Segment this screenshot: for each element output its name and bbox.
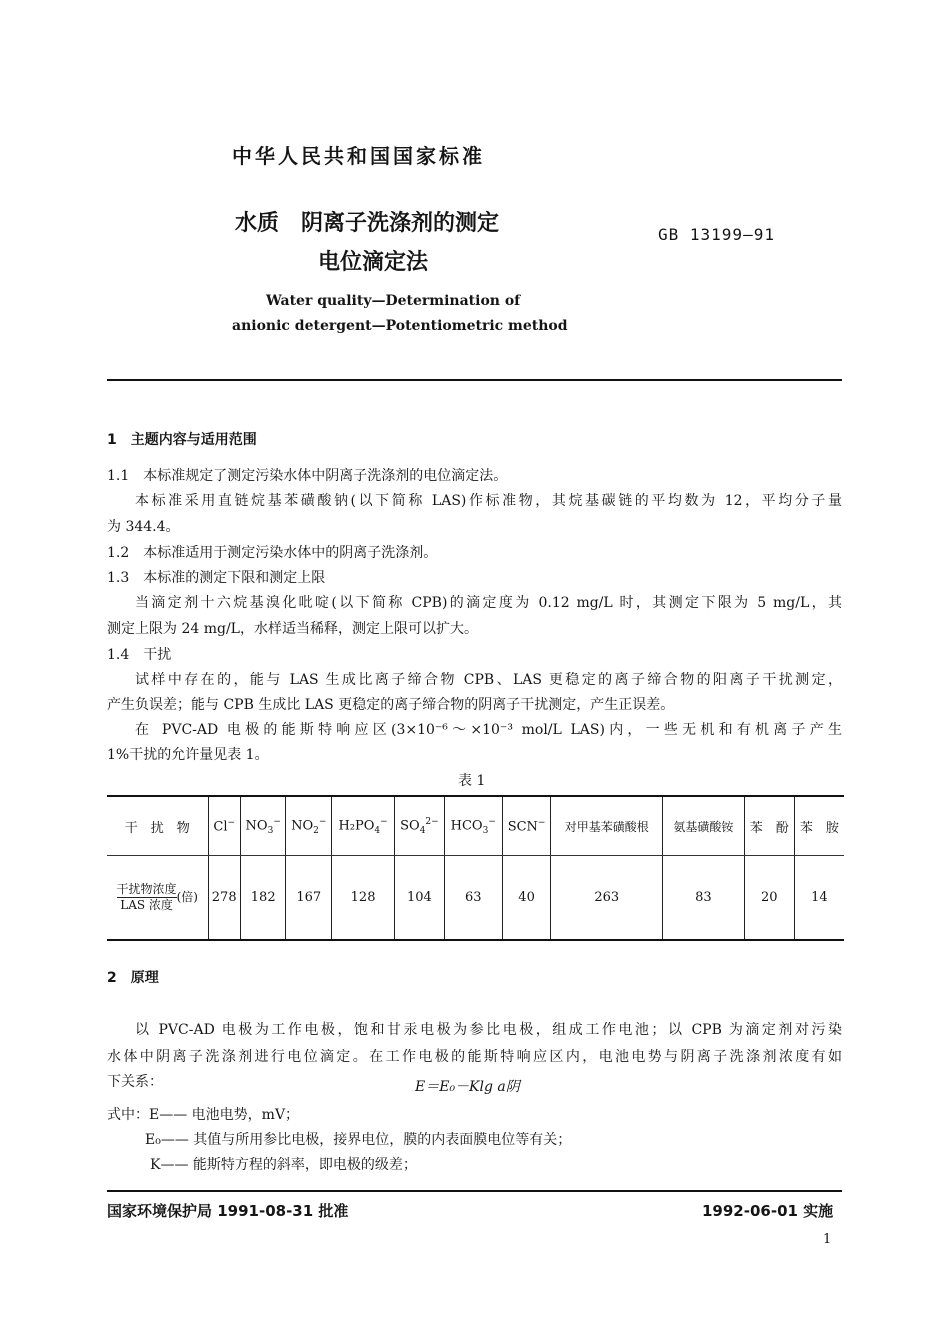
header-superscript: 2−	[425, 816, 439, 827]
header-base: 氨基磺酸铵	[673, 819, 734, 834]
paragraph-line: 下关系：	[107, 1074, 163, 1090]
header-base: H₂PO	[338, 817, 375, 833]
document-subtitle: 电位滴定法	[318, 250, 429, 275]
paragraph-line: 产生负误差；能与 CPB 生成比 LAS 更稳定的离子缔合物的阴离子干扰测定，产生正误差。	[107, 697, 675, 713]
paragraph-line: 以 PVC-AD 电极为工作电极，饱和甘汞电极为参比电极，组成工作电池；以 CPB 为滴定剂对污染	[135, 1022, 842, 1038]
table-cell: 40	[502, 856, 551, 941]
table-cell: 83	[663, 856, 745, 941]
table-cell: 278	[208, 856, 240, 941]
section-1-heading: 1 主题内容与适用范围	[107, 432, 257, 448]
header-base: Cl	[213, 819, 228, 835]
standard-code: GB 13199—91	[658, 225, 775, 244]
table-header-row	[107, 796, 844, 856]
header-superscript: −	[227, 817, 236, 828]
table-cell: 263	[551, 856, 663, 941]
paragraph-line: 测定上限为 24 mg/L，水样适当稀释，测定上限可以扩大。	[107, 621, 478, 637]
column-header	[240, 796, 286, 856]
effective-date: 1992-06-01 实施	[702, 1202, 834, 1220]
header-subscript: 4	[374, 825, 381, 836]
header-subscript: 2	[313, 825, 319, 836]
formula-definition: E₀—— 其值与所用参比电极，接界电位，膜的内表面膜电位等有关；	[145, 1132, 572, 1148]
column-header	[286, 796, 332, 856]
paragraph-line: 在 PVC-AD 电极的能斯特响应区(3×10⁻⁶～×10⁻³ mol/L LAS)内，一些无机和有机离子产生	[135, 722, 842, 738]
interference-table	[107, 795, 844, 941]
document-title: 水质 阴离子洗涤剂的测定	[235, 211, 500, 236]
formula-definition: K—— 能斯特方程的斜率，即电极的级差；	[150, 1157, 417, 1173]
header-rule	[107, 379, 842, 381]
clause-1-1: 1.1 本标准规定了测定污染水体中阴离子洗涤剂的电位滴定法。	[107, 468, 508, 484]
clause-1-3: 1.3 本标准的测定下限和测定上限	[107, 570, 326, 586]
english-title-2: anionic detergent—Potentiometric method	[232, 318, 568, 334]
national-standard-heading: 中华人民共和国国家标准	[232, 144, 485, 168]
column-header	[502, 796, 551, 856]
header-base: SCN	[507, 819, 538, 835]
clause-1-4: 1.4 干扰	[107, 647, 172, 663]
header-subscript: 3	[482, 825, 489, 836]
table-cell: 182	[240, 856, 286, 941]
paragraph-line: 本标准采用直链烷基苯磺酸钠(以下简称 LAS)作标准物，其烷基碳链的平均数为 12，平均分子量	[135, 493, 842, 509]
formula-definition: 式中：E—— 电池电势，mV；	[107, 1107, 300, 1123]
header-base: 对甲基苯磺酸根	[564, 819, 649, 834]
table-caption: 表 1	[458, 773, 486, 789]
paragraph-line: 当滴定剂十六烷基溴化吡啶(以下简称 CPB)的滴定度为 0.12 mg/L 时，其测定下限为 5 mg/L，其	[135, 595, 842, 611]
table-row	[107, 856, 844, 941]
row-label: 干 扰 物	[107, 796, 208, 856]
paragraph-line: 1%干扰的允许量见表 1。	[107, 747, 269, 763]
header-base: 苯 胺	[799, 820, 839, 836]
table-cell: 128	[332, 856, 395, 941]
table-cell: 14	[794, 856, 844, 941]
column-header	[663, 796, 745, 856]
table-cell: 20	[744, 856, 794, 941]
ratio-label	[107, 856, 208, 941]
header-superscript: −	[380, 816, 388, 827]
column-header	[794, 796, 844, 856]
header-base: HCO	[450, 817, 483, 833]
table-cell: 167	[286, 856, 332, 941]
column-header	[551, 796, 663, 856]
footer-rule	[107, 1190, 842, 1192]
paragraph-line: 试样中存在的，能与 LAS 生成比离子缔合物 CPB、LAS 更稳定的离子缔合物的阳离子干扰测定，	[135, 672, 842, 688]
header-base: NO	[245, 817, 268, 833]
header-superscript: −	[273, 816, 281, 827]
header-base: NO	[291, 817, 314, 833]
ratio-unit: (倍)	[176, 890, 198, 904]
header-superscript: −	[488, 816, 496, 827]
column-header	[444, 796, 502, 856]
approval-date: 国家环境保护局 1991-08-31 批准	[107, 1202, 349, 1220]
clause-1-2: 1.2 本标准适用于测定污染水体中的阴离子洗涤剂。	[107, 545, 438, 561]
ratio-numerator: 干扰物浓度	[116, 882, 177, 896]
paragraph-line: 水体中阴离子洗涤剂进行电位滴定。在工作电极的能斯特响应区内，电池电势与阴离子洗涤剂浓度有如	[107, 1049, 842, 1065]
header-base: SO	[400, 817, 420, 833]
header-subscript: 3	[267, 825, 274, 836]
header-superscript: −	[318, 816, 327, 827]
column-header	[332, 796, 395, 856]
table-cell: 63	[444, 856, 502, 941]
english-title-1: Water quality—Determination of	[266, 293, 521, 309]
header-subscript: 4	[419, 825, 426, 836]
paragraph-line: 为 344.4。	[107, 519, 180, 535]
page-number: 1	[823, 1232, 832, 1247]
nernst-formula: E＝E₀－Klg a阴	[415, 1079, 520, 1095]
table-cell: 104	[395, 856, 445, 941]
section-2-heading: 2 原理	[107, 970, 159, 986]
column-header	[744, 796, 794, 856]
column-header	[395, 796, 445, 856]
ratio-denominator: LAS 浓度	[120, 898, 173, 912]
header-superscript: −	[537, 817, 546, 828]
header-base: 苯 酚	[749, 820, 789, 836]
column-header	[208, 796, 240, 856]
